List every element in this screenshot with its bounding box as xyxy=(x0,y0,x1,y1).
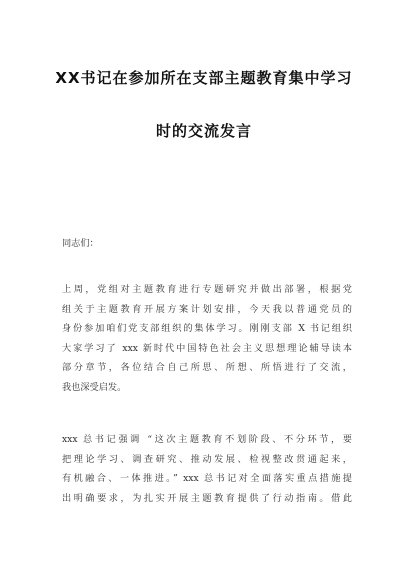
paragraph-line: 身份参加咱们党支部组织的集体学习。刚刚支部 X 书记组织 xyxy=(62,323,352,335)
paragraph-1 xyxy=(62,280,352,398)
paragraph-line: 组关于主题教育开展方案计划安排，今天我以普通党员的 xyxy=(62,303,352,315)
paragraph-2 xyxy=(62,430,352,508)
paragraph-line: 把理论学习、调查研究、推动发展、检视整改贯通起来， xyxy=(62,453,352,465)
paragraph-line: xxx 总书记强调 “这次主题教育不划阶段、不分环节，要 xyxy=(62,434,352,445)
document-title-line-2: 时的交流发言 xyxy=(155,122,252,140)
paragraph-line: 上周，党组对主题教育进行专题研究并做出部署，根据党 xyxy=(62,284,352,295)
document-title-line-1: XX书记在参加所在支部主题教育集中学习 xyxy=(55,69,353,87)
paragraph-line: 出明确要求，为扎实开展主题教育提供了行动指南。借此 xyxy=(62,492,352,504)
paragraph-line: 部分章节，各位结合自己所思、所想、所悟进行了交流， xyxy=(62,362,352,374)
greeting-text: 同志们： xyxy=(62,238,99,249)
paragraph-line: 大家学习了 xxx 新时代中国特色社会主义思想理论辅导读本 xyxy=(62,342,352,354)
greeting xyxy=(62,234,352,254)
paragraph-line: 有机融合、一体推进。” xxx 总书记对全面落实重点措施提 xyxy=(62,473,352,485)
paragraph-line: 我也深受启发。 xyxy=(62,381,127,393)
